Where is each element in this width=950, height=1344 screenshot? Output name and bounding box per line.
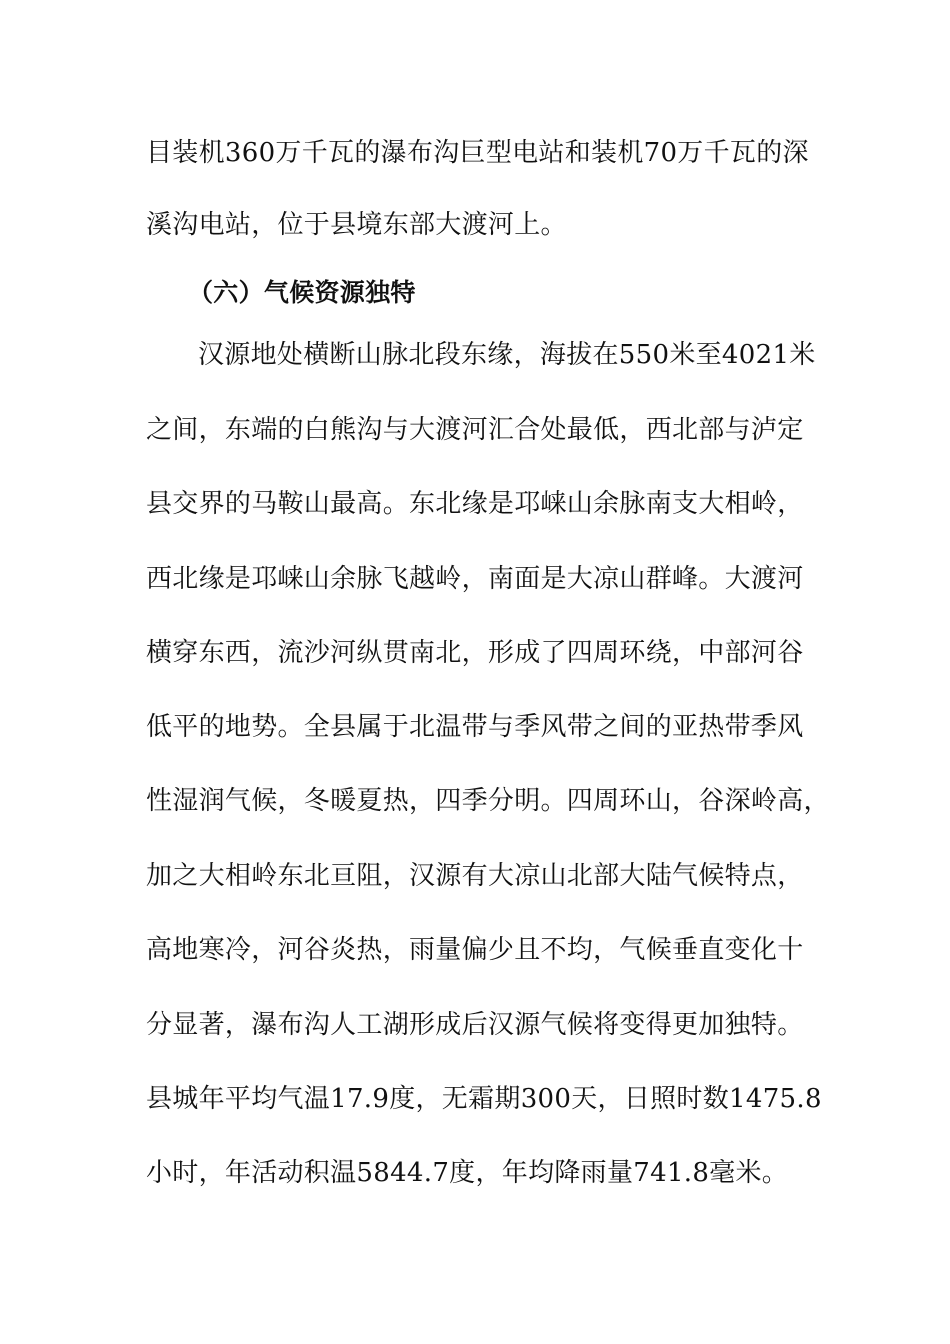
paragraph-line: 县城年平均气温17.9度，无霜期300天，日照时数1475.8	[146, 1084, 822, 1114]
paragraph-line: 加之大相岭东北亘阻，汉源有大凉山北部大陆气候特点，	[146, 861, 804, 891]
paragraph-line: 高地寒冷，河谷炎热，雨量偏少且不均，气候垂直变化十	[146, 935, 804, 965]
paragraph-line: 小时，年活动积温5844.7度，年均降雨量741.8毫米。	[146, 1158, 789, 1188]
paragraph-line: 之间，东端的白熊沟与大渡河汇合处最低，西北部与泸定	[146, 415, 804, 445]
paragraph-line: 分显著，瀑布沟人工湖形成后汉源气候将变得更加独特。	[146, 1010, 804, 1040]
paragraph-line: 目装机360万千瓦的瀑布沟巨型电站和装机70万千瓦的深	[146, 138, 809, 168]
section-heading: （六）气候资源独特	[188, 278, 416, 307]
paragraph-line: 汉源地处横断山脉北段东缘，海拔在550米至4021米	[198, 340, 816, 370]
paragraph-line: 西北缘是邛崃山余脉飞越岭，南面是大凉山群峰。大渡河	[146, 564, 804, 594]
paragraph-line: 性湿润气候，冬暖夏热，四季分明。四周环山，谷深岭高，	[146, 786, 830, 816]
paragraph-line: 低平的地势。全县属于北温带与季风带之间的亚热带季风	[146, 712, 804, 742]
paragraph-line: 溪沟电站，位于县境东部大渡河上。	[146, 210, 567, 240]
paragraph-line: 横穿东西，流沙河纵贯南北，形成了四周环绕，中部河谷	[146, 638, 804, 668]
paragraph-line: 县交界的马鞍山最高。东北缘是邛崃山余脉南支大相岭，	[146, 489, 804, 519]
